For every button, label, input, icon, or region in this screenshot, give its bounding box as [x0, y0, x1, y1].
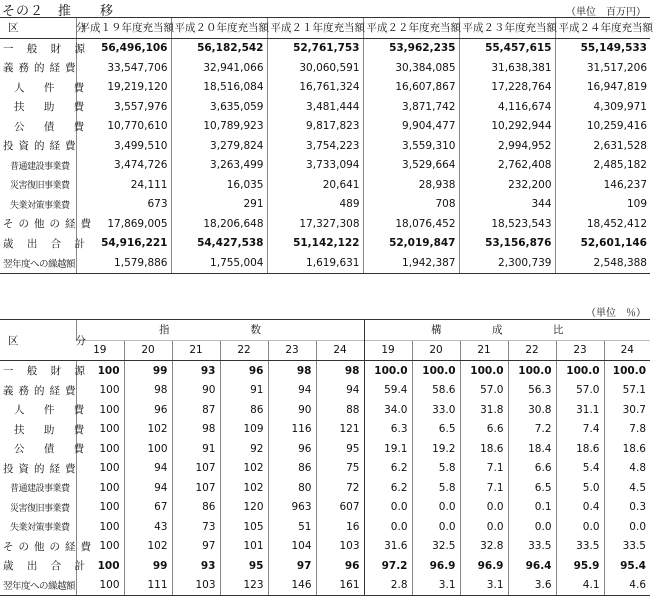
row-label: 公 債 費 [14, 443, 93, 456]
amount-cell: 24,111 [76, 175, 171, 195]
ratio-cell: 0.4 [556, 498, 604, 518]
table-row [0, 97, 650, 117]
amount-cell: 3,263,499 [171, 156, 267, 176]
table-row [0, 253, 650, 273]
ratio-cell: 100.0 [604, 361, 650, 381]
index-ratio-table [0, 319, 650, 596]
index-cell: 100 [76, 361, 124, 381]
index-cell: 93 [172, 556, 220, 576]
ratio-cell: 57.1 [604, 381, 650, 401]
amount-cell: 18,523,543 [459, 214, 555, 234]
year-cell: 19 [364, 340, 412, 361]
ratio-cell: 58.6 [412, 381, 460, 401]
ratio-cell: 33.5 [604, 537, 650, 557]
ratio-cell: 6.2 [364, 459, 412, 479]
index-cell: 99 [124, 361, 172, 381]
amount-cell: 1,619,631 [267, 253, 363, 273]
ratio-cell: 0.0 [364, 498, 412, 518]
amount-cell: 2,300,739 [459, 253, 555, 273]
ratio-cell: 7.2 [508, 420, 556, 440]
corner-label: 区 分 [0, 320, 76, 361]
ratio-cell: 31.1 [556, 400, 604, 420]
section-title: その２ 推 移 [2, 4, 115, 19]
index-cell: 100 [124, 439, 172, 459]
ratio-cell: 57.0 [556, 381, 604, 401]
index-cell: 121 [316, 420, 364, 440]
index-cell: 98 [124, 381, 172, 401]
amount-cell: 28,938 [363, 175, 459, 195]
amount-cell: 2,548,388 [555, 253, 650, 273]
index-cell: 100 [76, 498, 124, 518]
amount-cell: 4,116,674 [459, 97, 555, 117]
ratio-cell: 95.4 [604, 556, 650, 576]
index-cell: 99 [124, 556, 172, 576]
ratio-cell: 0.0 [508, 517, 556, 537]
amount-cell: 52,019,847 [363, 234, 459, 254]
ratio-cell: 6.5 [508, 478, 556, 498]
row-label: 失業対策事業費 [10, 200, 70, 211]
amount-cell: 3,279,824 [171, 136, 267, 156]
year-cell: 20 [412, 340, 460, 361]
ratio-cell: 30.7 [604, 400, 650, 420]
ratio-cell: 31.6 [364, 537, 412, 557]
index-cell: 96 [316, 556, 364, 576]
index-cell: 103 [172, 576, 220, 596]
row-label: 災害復旧事業費 [10, 181, 70, 192]
index-cell: 102 [220, 459, 268, 479]
index-cell: 98 [268, 361, 316, 381]
amount-cell: 3,557,976 [76, 97, 171, 117]
table-row [0, 38, 650, 58]
amount-cell: 52,601,146 [555, 234, 650, 254]
table-row [0, 537, 650, 557]
index-cell: 72 [316, 478, 364, 498]
index-cell: 94 [124, 459, 172, 479]
amount-cell: 2,762,408 [459, 156, 555, 176]
ratio-cell: 5.4 [556, 459, 604, 479]
index-cell: 67 [124, 498, 172, 518]
ratio-cell: 96.4 [508, 556, 556, 576]
amount-cell: 16,035 [171, 175, 267, 195]
unit-label-percent: （単位 ％） [586, 308, 646, 319]
row-label: 災害復旧事業費 [10, 503, 70, 514]
table-row [0, 400, 650, 420]
ratio-cell: 4.8 [604, 459, 650, 479]
index-cell: 91 [172, 439, 220, 459]
index-cell: 120 [220, 498, 268, 518]
row-label: 公 債 費 [14, 120, 93, 133]
table-row [0, 117, 650, 137]
index-cell: 100 [76, 400, 124, 420]
table-row [0, 517, 650, 537]
row-label: 義務的経費 [3, 62, 81, 75]
amount-cell: 53,156,876 [459, 234, 555, 254]
ratio-cell: 19.2 [412, 439, 460, 459]
amount-cell: 18,076,452 [363, 214, 459, 234]
index-cell: 161 [316, 576, 364, 596]
index-cell: 104 [268, 537, 316, 557]
ratio-cell: 6.6 [508, 459, 556, 479]
table-row [0, 58, 650, 78]
index-cell: 86 [268, 459, 316, 479]
index-cell: 100 [76, 459, 124, 479]
index-cell: 103 [316, 537, 364, 557]
index-cell: 100 [76, 439, 124, 459]
index-cell: 75 [316, 459, 364, 479]
index-cell: 16 [316, 517, 364, 537]
amount-cell: 232,200 [459, 175, 555, 195]
index-cell: 94 [316, 381, 364, 401]
amount-cell: 3,871,742 [363, 97, 459, 117]
table-row [0, 439, 650, 459]
index-cell: 100 [76, 517, 124, 537]
row-label: 普通建設事業費 [10, 161, 70, 172]
ratio-cell: 100.0 [412, 361, 460, 381]
index-cell: 43 [124, 517, 172, 537]
column-header: 平成１９年度充当額 [76, 18, 171, 39]
column-header: 平成２１年度充当額 [267, 18, 363, 39]
row-label: 一 般 財 源 [3, 42, 91, 55]
ratio-cell: 3.1 [460, 576, 508, 596]
index-cell: 111 [124, 576, 172, 596]
amount-cell: 2,994,952 [459, 136, 555, 156]
group-header-index: 指 数 [76, 320, 364, 341]
ratio-cell: 34.0 [364, 400, 412, 420]
row-label: 投資的経費 [3, 140, 81, 153]
row-label: 普通建設事業費 [10, 484, 70, 495]
amount-cell: 55,149,533 [555, 38, 650, 58]
amount-cell: 673 [76, 195, 171, 215]
column-header: 平成２４年度充当額 [555, 18, 650, 39]
index-cell: 51 [268, 517, 316, 537]
amount-cell: 10,292,944 [459, 117, 555, 137]
index-cell: 100 [76, 537, 124, 557]
index-cell: 94 [124, 478, 172, 498]
index-cell: 90 [268, 400, 316, 420]
ratio-cell: 31.8 [460, 400, 508, 420]
row-label: 翌年度への繰越額 [0, 576, 76, 596]
index-cell: 98 [316, 361, 364, 381]
amount-cell: 708 [363, 195, 459, 215]
year-cell: 19 [76, 340, 124, 361]
ratio-cell: 18.4 [508, 439, 556, 459]
amount-cell: 18,516,084 [171, 78, 267, 98]
ratio-cell: 100.0 [556, 361, 604, 381]
index-cell: 96 [124, 400, 172, 420]
table-row [0, 175, 650, 195]
index-cell: 100 [76, 381, 124, 401]
ratio-cell: 4.6 [604, 576, 650, 596]
row-label: 義務的経費 [3, 384, 81, 397]
index-cell: 963 [268, 498, 316, 518]
table-row [0, 78, 650, 98]
table-row [0, 234, 650, 254]
ratio-cell: 6.3 [364, 420, 412, 440]
table-row [0, 195, 650, 215]
group-header-ratio: 構 成 比 [364, 320, 650, 341]
table-row [0, 498, 650, 518]
amount-cell: 1,755,004 [171, 253, 267, 273]
ratio-cell: 33.5 [556, 537, 604, 557]
index-cell: 96 [268, 439, 316, 459]
index-cell: 80 [268, 478, 316, 498]
ratio-cell: 0.0 [604, 517, 650, 537]
index-cell: 97 [172, 537, 220, 557]
amount-cell: 18,206,648 [171, 214, 267, 234]
index-cell: 88 [316, 400, 364, 420]
year-cell: 21 [460, 340, 508, 361]
amount-cell: 54,916,221 [76, 234, 171, 254]
index-cell: 101 [220, 537, 268, 557]
amount-cell: 9,817,823 [267, 117, 363, 137]
amount-cell: 52,761,753 [267, 38, 363, 58]
ratio-cell: 100.0 [508, 361, 556, 381]
index-cell: 98 [172, 420, 220, 440]
index-cell: 105 [220, 517, 268, 537]
index-cell: 91 [220, 381, 268, 401]
index-cell: 100 [76, 556, 124, 576]
table-row [0, 381, 650, 401]
amount-cell: 17,228,764 [459, 78, 555, 98]
ratio-cell: 97.2 [364, 556, 412, 576]
index-cell: 102 [124, 420, 172, 440]
index-cell: 96 [220, 361, 268, 381]
index-cell: 107 [172, 459, 220, 479]
amount-cell: 56,496,106 [76, 38, 171, 58]
ratio-cell: 0.0 [460, 498, 508, 518]
ratio-cell: 6.5 [412, 420, 460, 440]
year-cell: 23 [268, 340, 316, 361]
amount-cell: 3,754,223 [267, 136, 363, 156]
amount-cell: 9,904,477 [363, 117, 459, 137]
amount-cell: 51,142,122 [267, 234, 363, 254]
ratio-cell: 33.5 [508, 537, 556, 557]
row-label: 投資的経費 [3, 462, 81, 475]
corner-label: 区 分 [0, 18, 76, 39]
ratio-cell: 19.1 [364, 439, 412, 459]
row-label: 人 件 費 [14, 81, 93, 94]
year-cell: 21 [172, 340, 220, 361]
table-row [0, 576, 650, 596]
ratio-cell: 6.2 [364, 478, 412, 498]
amount-cell: 17,869,005 [76, 214, 171, 234]
year-cell: 22 [508, 340, 556, 361]
amount-cell: 1,942,387 [363, 253, 459, 273]
index-cell: 95 [316, 439, 364, 459]
amount-cell: 30,384,085 [363, 58, 459, 78]
amount-cell: 109 [555, 195, 650, 215]
row-label: 人 件 費 [14, 404, 93, 417]
amount-cell: 2,485,182 [555, 156, 650, 176]
column-header: 平成２３年度充当額 [459, 18, 555, 39]
ratio-cell: 96.9 [460, 556, 508, 576]
ratio-cell: 32.8 [460, 537, 508, 557]
amount-cell: 33,547,706 [76, 58, 171, 78]
ratio-cell: 7.1 [460, 459, 508, 479]
ratio-cell: 6.6 [460, 420, 508, 440]
year-cell: 24 [604, 340, 650, 361]
amount-cell: 53,962,235 [363, 38, 459, 58]
ratio-cell: 4.1 [556, 576, 604, 596]
ratio-cell: 7.4 [556, 420, 604, 440]
amount-cell: 18,452,412 [555, 214, 650, 234]
index-cell: 95 [220, 556, 268, 576]
row-label: 翌年度への繰越額 [0, 253, 76, 273]
table-row [0, 420, 650, 440]
amount-cell: 10,259,416 [555, 117, 650, 137]
ratio-cell: 3.6 [508, 576, 556, 596]
amount-cell: 1,579,886 [76, 253, 171, 273]
amount-cell: 489 [267, 195, 363, 215]
amount-cell: 3,559,310 [363, 136, 459, 156]
index-cell: 102 [220, 478, 268, 498]
unit-label-amount: （単位 百万円） [566, 7, 646, 18]
ratio-cell: 30.8 [508, 400, 556, 420]
ratio-cell: 100.0 [460, 361, 508, 381]
amount-cell: 19,219,120 [76, 78, 171, 98]
amount-table [0, 17, 653, 274]
amount-cell: 16,607,867 [363, 78, 459, 98]
ratio-cell: 7.1 [460, 478, 508, 498]
amount-table-header [0, 18, 650, 39]
index-cell: 87 [172, 400, 220, 420]
index-cell: 100 [76, 478, 124, 498]
index-cell: 90 [172, 381, 220, 401]
ratio-cell: 32.5 [412, 537, 460, 557]
amount-cell: 3,474,726 [76, 156, 171, 176]
amount-cell: 54,427,538 [171, 234, 267, 254]
amount-cell: 2,631,528 [555, 136, 650, 156]
index-cell: 107 [172, 478, 220, 498]
ratio-cell: 100.0 [364, 361, 412, 381]
row-label: 歳 出 合 計 [3, 237, 91, 250]
amount-cell: 16,947,819 [555, 78, 650, 98]
amount-cell: 4,309,971 [555, 97, 650, 117]
amount-cell: 3,499,510 [76, 136, 171, 156]
row-label: その他の経費 [3, 218, 96, 231]
row-label: 扶 助 費 [14, 423, 93, 436]
amount-cell: 32,941,066 [171, 58, 267, 78]
ratio-cell: 0.3 [604, 498, 650, 518]
table-row [0, 156, 650, 176]
amount-cell: 10,770,610 [76, 117, 171, 137]
amount-cell: 56,182,542 [171, 38, 267, 58]
index-cell: 92 [220, 439, 268, 459]
column-header: 平成２０年度充当額 [171, 18, 267, 39]
amount-cell: 16,761,324 [267, 78, 363, 98]
row-label: 扶 助 費 [14, 101, 93, 114]
row-label: 一 般 財 源 [3, 365, 91, 378]
ratio-cell: 59.4 [364, 381, 412, 401]
table-row [0, 361, 650, 381]
year-cell: 24 [316, 340, 364, 361]
table-row [0, 136, 650, 156]
index-cell: 86 [220, 400, 268, 420]
table-row [0, 556, 650, 576]
index-cell: 607 [316, 498, 364, 518]
ratio-cell: 18.6 [460, 439, 508, 459]
ratio-cell: 33.0 [412, 400, 460, 420]
row-label: その他の経費 [3, 540, 96, 553]
ratio-cell: 96.9 [412, 556, 460, 576]
year-cell: 20 [124, 340, 172, 361]
index-cell: 86 [172, 498, 220, 518]
table-row [0, 214, 650, 234]
ratio-cell: 0.0 [364, 517, 412, 537]
row-label: 歳 出 合 計 [3, 560, 91, 573]
year-cell: 23 [556, 340, 604, 361]
index-cell: 93 [172, 361, 220, 381]
table-row [0, 459, 650, 479]
row-label: 失業対策事業費 [10, 523, 70, 534]
amount-cell: 30,060,591 [267, 58, 363, 78]
index-ratio-group-header [0, 320, 650, 341]
index-cell: 100 [76, 576, 124, 596]
amount-cell: 55,457,615 [459, 38, 555, 58]
ratio-cell: 5.8 [412, 459, 460, 479]
amount-cell: 17,327,308 [267, 214, 363, 234]
amount-cell: 3,635,059 [171, 97, 267, 117]
index-cell: 97 [268, 556, 316, 576]
index-cell: 100 [76, 420, 124, 440]
amount-cell: 3,529,664 [363, 156, 459, 176]
index-cell: 94 [268, 381, 316, 401]
column-header: 平成２２年度充当額 [363, 18, 459, 39]
amount-cell: 3,481,444 [267, 97, 363, 117]
ratio-cell: 0.0 [556, 517, 604, 537]
amount-cell: 31,638,381 [459, 58, 555, 78]
ratio-cell: 5.0 [556, 478, 604, 498]
ratio-cell: 0.0 [412, 498, 460, 518]
ratio-cell: 0.1 [508, 498, 556, 518]
ratio-cell: 5.8 [412, 478, 460, 498]
amount-cell: 344 [459, 195, 555, 215]
year-cell: 22 [220, 340, 268, 361]
ratio-cell: 2.8 [364, 576, 412, 596]
amount-cell: 3,733,094 [267, 156, 363, 176]
ratio-cell: 18.6 [556, 439, 604, 459]
ratio-cell: 57.0 [460, 381, 508, 401]
index-cell: 73 [172, 517, 220, 537]
ratio-cell: 18.6 [604, 439, 650, 459]
ratio-cell: 0.0 [460, 517, 508, 537]
ratio-cell: 95.9 [556, 556, 604, 576]
ratio-cell: 0.0 [412, 517, 460, 537]
amount-cell: 31,517,206 [555, 58, 650, 78]
index-cell: 109 [220, 420, 268, 440]
ratio-cell: 3.1 [412, 576, 460, 596]
index-cell: 123 [220, 576, 268, 596]
ratio-cell: 56.3 [508, 381, 556, 401]
ratio-cell: 7.8 [604, 420, 650, 440]
index-cell: 116 [268, 420, 316, 440]
index-cell: 102 [124, 537, 172, 557]
amount-cell: 291 [171, 195, 267, 215]
amount-cell: 20,641 [267, 175, 363, 195]
table-row [0, 478, 650, 498]
amount-cell: 10,789,923 [171, 117, 267, 137]
index-cell: 146 [268, 576, 316, 596]
amount-cell: 146,237 [555, 175, 650, 195]
ratio-cell: 4.5 [604, 478, 650, 498]
